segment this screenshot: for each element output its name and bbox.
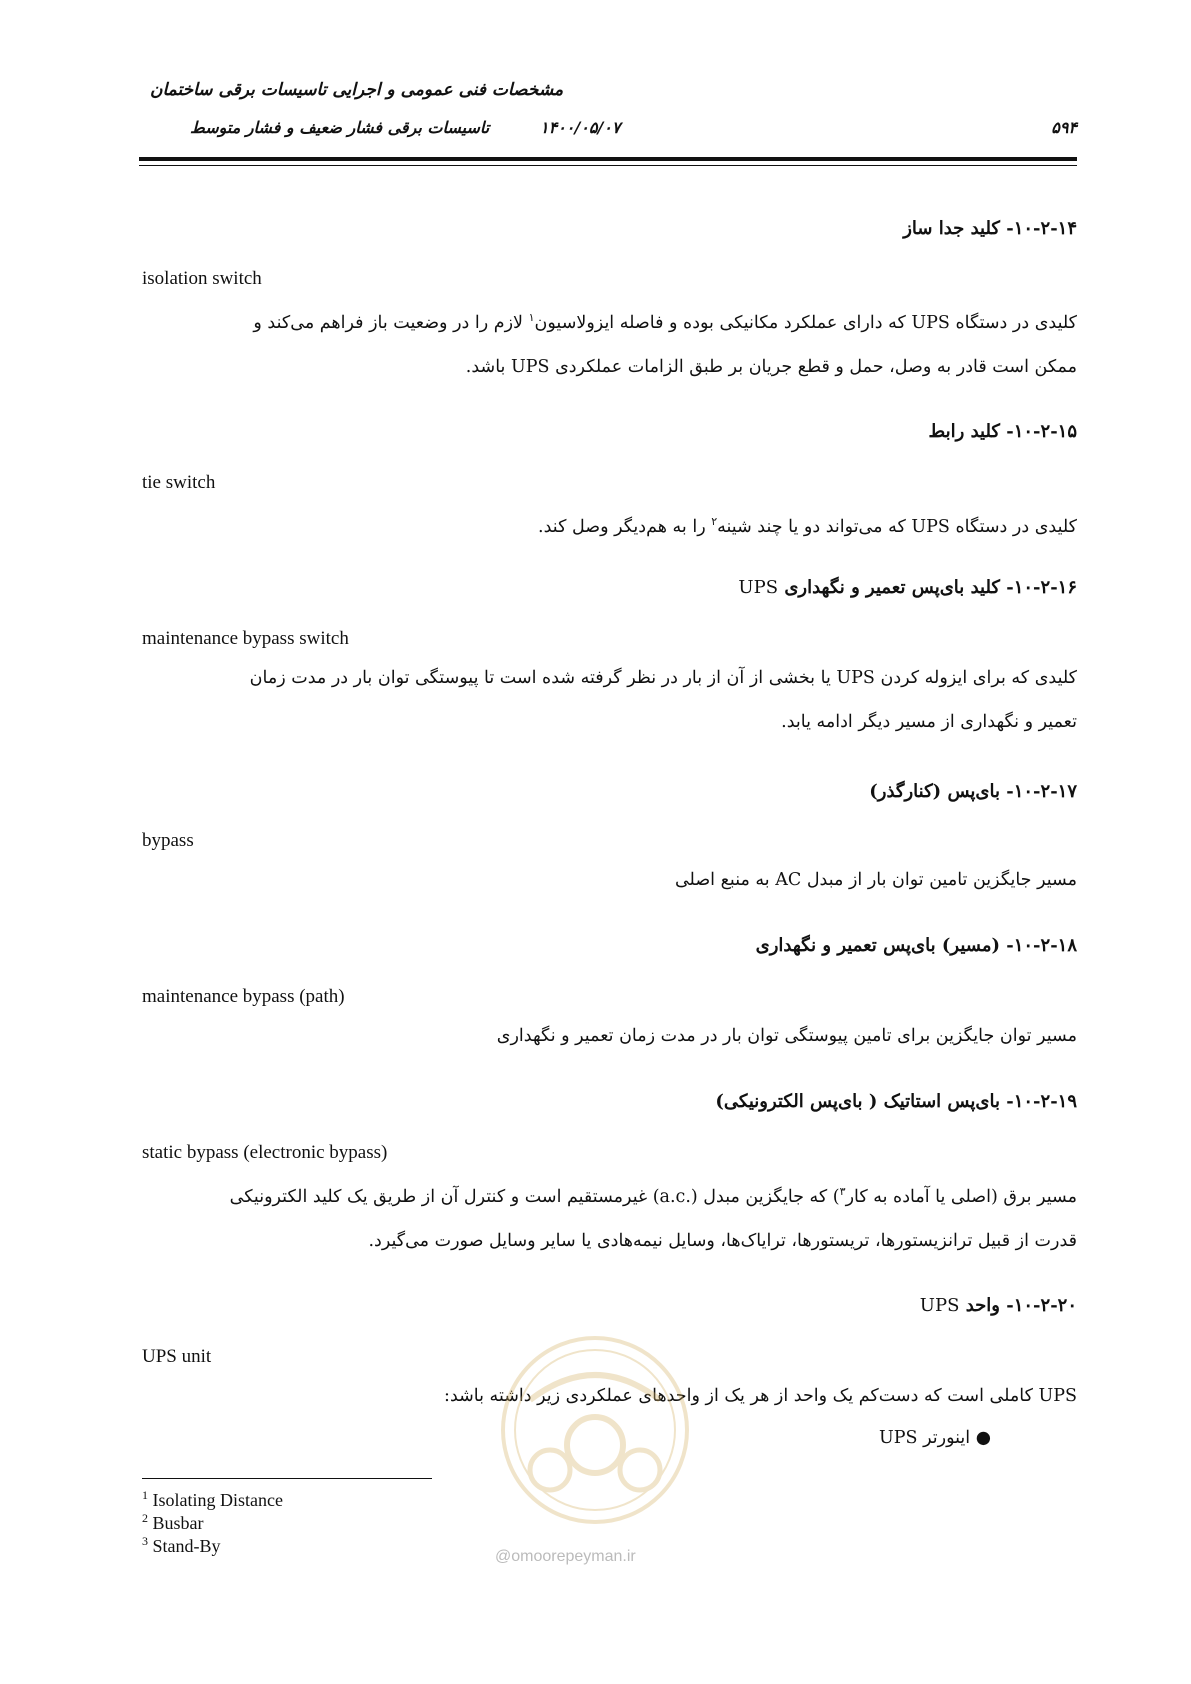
page-number: ۵۹۴ <box>1051 118 1077 137</box>
section-heading-17: ۱۰-۲-۱۷- بای‌پس (کنارگذر) <box>869 781 1077 802</box>
section-english-18: maintenance bypass (path) <box>142 986 345 1007</box>
footnote-1: $^1$ Isolating Distance <box>142 1488 283 1510</box>
footnote-ref-3: ۳ <box>839 1185 846 1198</box>
section-para-19: مسیر برق (اصلی یا آماده به کار$^۳$) که جایگزین مبدل (.a.c) غیرمستقیم است و کنترل آن از طریق یک کلید الکترونیکی قدرت از قبیل ترانزیستورها، تریستورها، ترایاک‌ها، وسایل نیمه‌هادی یا سایر وسایل صورت می‌گیرد. <box>229 1185 1077 1251</box>
document-date: ۱۴۰۰/۰۵/۰۷ <box>540 118 621 137</box>
footnote-ref-1: ۱ <box>528 311 535 324</box>
section-heading-16: ۱۰-۲-۱۶- کلید بای‌پس تعمیر و نگهداری UPS <box>738 577 1077 598</box>
section-heading-15: ۱۰-۲-۱۵- کلید رابط <box>928 421 1077 442</box>
section-heading-14: ۱۰-۲-۱۴- کلید جدا ساز <box>903 218 1077 239</box>
at-sign-icon: @ <box>495 1548 512 1565</box>
section-english-16: maintenance bypass switch <box>142 628 349 649</box>
footnote-ref-2: ۲ <box>711 515 718 528</box>
header-rule-thick <box>139 157 1077 161</box>
section-english-15: tie switch <box>142 472 216 493</box>
section-para-18: مسیر توان جایگزین برای تامین پیوستگی توان بار در مدت زمان تعمیر و نگهداری <box>496 1026 1077 1046</box>
section-para-15: کلیدی در دستگاه UPS که می‌تواند دو یا چند شینه$^۲$ را به هم‌دیگر وصل کند. <box>538 515 1077 537</box>
footnote-2: $^2$ Busbar <box>142 1511 204 1533</box>
bullet-icon: ● <box>975 1428 991 1448</box>
footnote-3: $^3$ Stand-By <box>142 1534 221 1556</box>
watermark-logo-icon <box>490 1330 700 1530</box>
section-para-16: کلیدی که برای ایزوله کردن UPS یا بخشی از آن از بار در نظر گرفته شده است تا پیوستگی توان بار در مدت زمان تعمیر و نگهداری از مسیر دیگر ادامه یابد. <box>249 668 1077 732</box>
section-para-14: کلیدی در دستگاه UPS که دارای عملکرد مکانیکی بوده و فاصله ایزولاسیون$^۱$ لازم را در وضعیت باز فراهم می‌کند و ممکن است قادر به وصل، حمل و قطع جریان بر طبق الزامات عملکردی UPS باشد. <box>253 311 1077 377</box>
footnote-rule <box>142 1478 432 1479</box>
bullet-item: ● اینورتر UPS <box>879 1428 991 1448</box>
watermark-site: @omoorepeyman.ir <box>495 1548 636 1565</box>
section-english-17: bypass <box>142 830 194 851</box>
section-english-14: isolation switch <box>142 268 262 289</box>
section-english-19: static bypass (electronic bypass) <box>142 1142 388 1163</box>
section-english-20: UPS unit <box>142 1346 212 1367</box>
header-rule-thin <box>139 165 1077 166</box>
section-para-20: UPS کاملی است که دست‌کم یک واحد از هر یک از واحدهای عملکردی زیر داشته باشد: <box>444 1386 1077 1406</box>
section-heading-18: ۱۰-۲-۱۸- (مسیر) بای‌پس تعمیر و نگهداری <box>755 935 1077 956</box>
document-title: مشخصات فنی عمومی و اجرایی تاسیسات برقی ساختمان <box>150 80 564 100</box>
section-para-17: مسیر جایگزین تامین توان بار از مبدل AC به منبع اصلی <box>674 870 1077 890</box>
section-heading-20: ۱۰-۲-۲۰- واحد UPS <box>919 1295 1077 1316</box>
section-heading-19: ۱۰-۲-۱۹- بای‌پس استاتیک ( بای‌پس الکترونیکی) <box>715 1091 1077 1112</box>
document-subtitle: تاسیسات برقی فشار ضعیف و فشار متوسط <box>190 118 490 137</box>
